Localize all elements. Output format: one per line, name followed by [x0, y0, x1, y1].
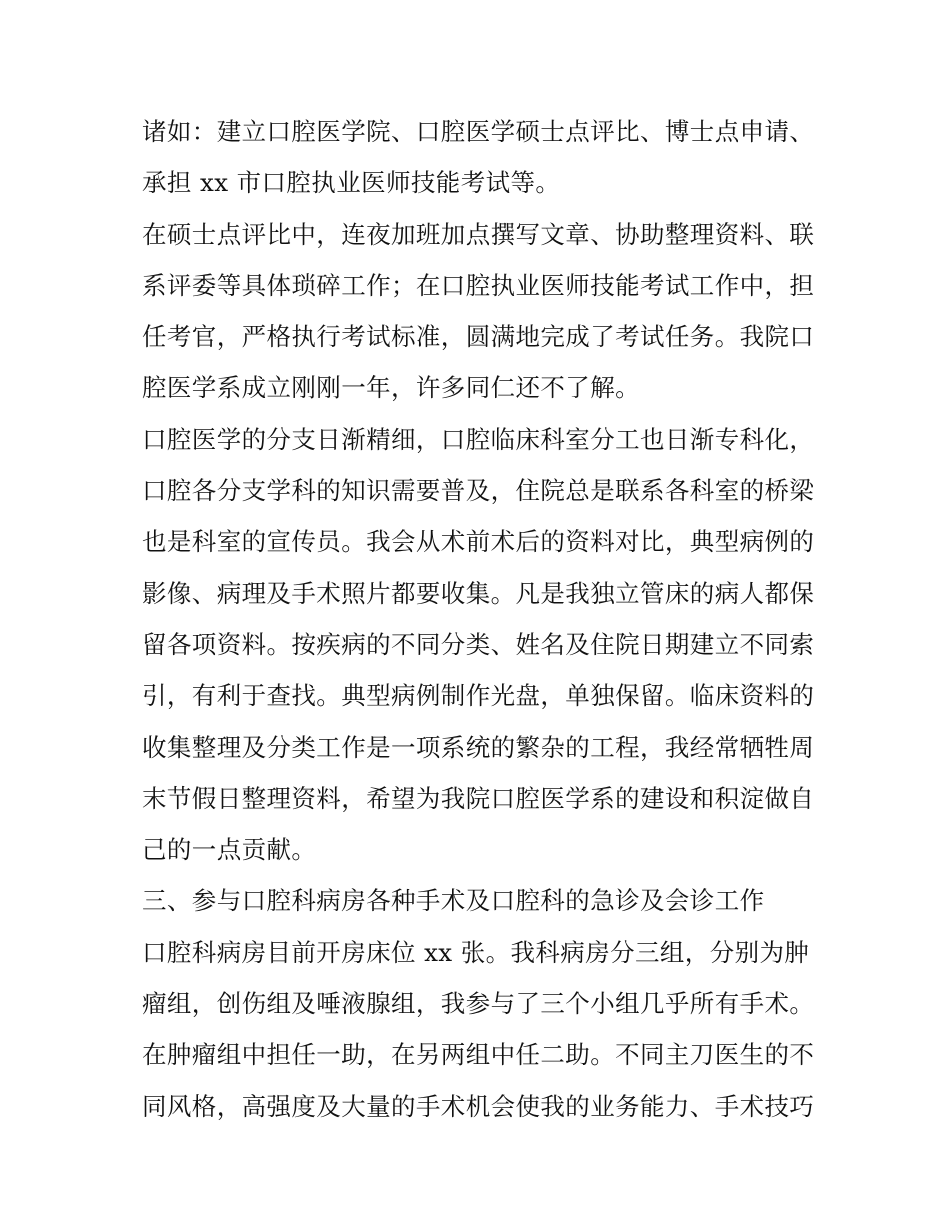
text-line: 也是科室的宣传员。我会从术前术后的资料对比，典型病例的	[142, 527, 815, 557]
document-body	[142, 106, 822, 1132]
text-line: 引，有利于查找。典型病例制作光盘，单独保留。临床资料的	[142, 681, 815, 711]
text-line: 系评委等具体琐碎工作；在口腔执业医师技能考试工作中，担	[142, 270, 815, 300]
text-line: 瘤组，创伤组及唾液腺组，我参与了三个小组几乎所有手术。	[142, 989, 815, 1019]
text-line: 收集整理及分类工作是一项系统的繁杂的工程，我经常牺牲周	[142, 732, 815, 762]
text-line: 在硕士点评比中，连夜加班加点撰写文章、协助整理资料、联	[142, 219, 815, 249]
text-line: 承担 xx 市口腔执业医师技能考试等。	[142, 168, 561, 198]
text-line: 同风格，高强度及大量的手术机会使我的业务能力、手术技巧	[142, 1091, 815, 1121]
text-line: 口腔科病房目前开房床位 xx 张。我科病房分三组，分别为肿	[142, 937, 810, 967]
text-line: 腔医学系成立刚刚一年，许多同仁还不了解。	[142, 373, 640, 403]
text-line: 留各项资料。按疾病的不同分类、姓名及住院日期建立不同索	[142, 629, 815, 659]
section-heading: 三、参与口腔科病房各种手术及口腔科的急诊及会诊工作	[142, 886, 765, 916]
text-line: 口腔各分支学科的知识需要普及，住院总是联系各科室的桥梁	[142, 476, 815, 506]
text-line: 在肿瘤组中担任一助，在另两组中任二助。不同主刀医生的不	[142, 1040, 815, 1070]
text-line: 诸如：建立口腔医学院、口腔医学硕士点评比、博士点申请、	[142, 117, 815, 146]
text-line: 己的一点贡献。	[142, 835, 317, 865]
text-line: 末节假日整理资料，希望为我院口腔医学系的建设和积淀做自	[142, 783, 815, 813]
text-line: 任考官，严格执行考试标准，圆满地完成了考试任务。我院口	[142, 322, 815, 352]
text-line: 口腔医学的分支日渐精细，口腔临床科室分工也日渐专科化，	[142, 424, 815, 454]
text-line: 影像、病理及手术照片都要收集。凡是我独立管床的病人都保	[142, 578, 815, 608]
